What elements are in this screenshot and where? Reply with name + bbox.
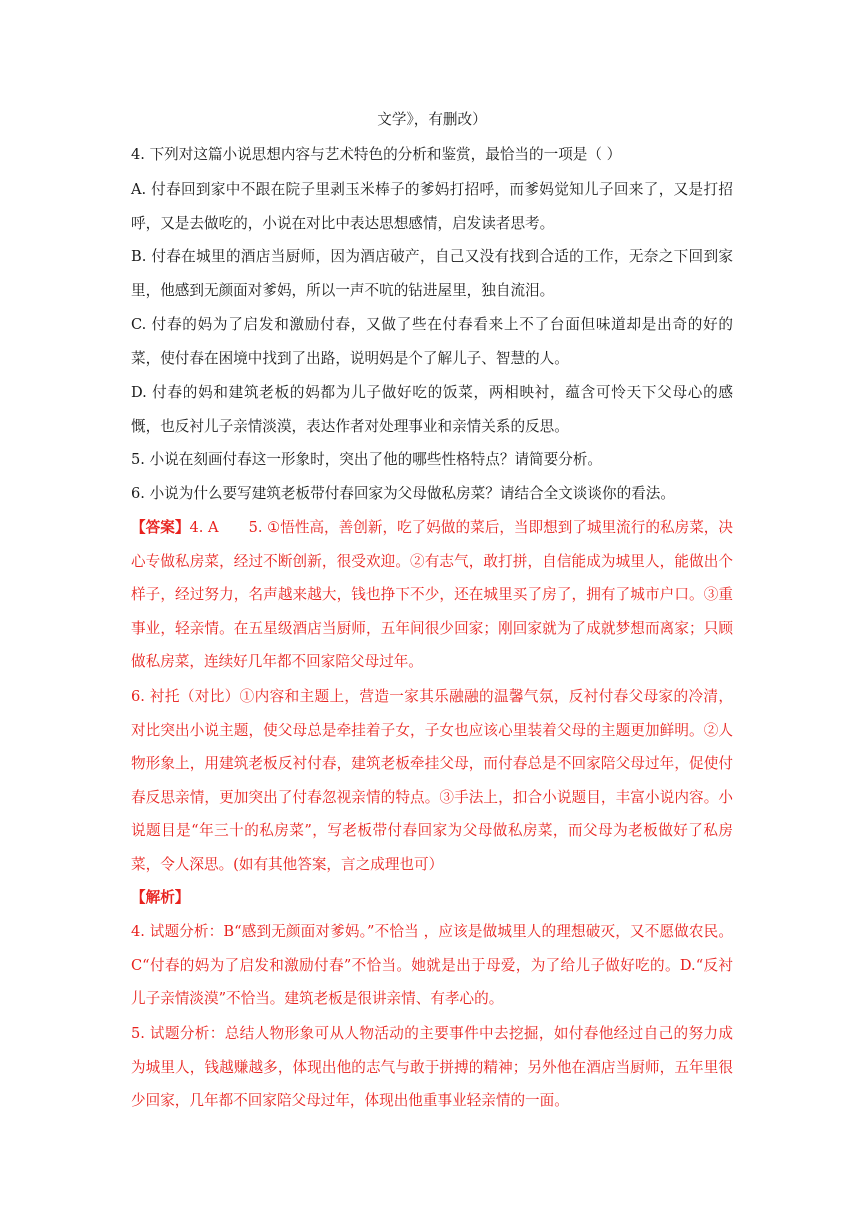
analysis-5: 5. 试题分析：总结人物形象可从人物活动的主要事件中去挖掘，如付春他经过自己的努力成为城里人，钱越赚越多，体现出他的志气与敢于拼搏的精神；另外他在酒店当厨师，五年里很少回家，几年都不回家陪父母过年，体现出他重事业轻亲情的一面。 (131, 1025, 733, 1109)
answer-tag: 【答案】 (131, 519, 190, 536)
option-d: D. 付春的妈和建筑老板的妈都为儿子做好吃的饭菜，两相映衬，蕴含可怜天下父母心的感慨，也反衬儿子亲情淡漠，表达作者对处理事业和亲情关系的反思。 (131, 384, 733, 435)
answer-block (131, 511, 733, 679)
option-a: A. 付春回到家中不跟在院子里剥玉米棒子的爹妈打招呼，而爹妈觉知儿子回来了，又是打招呼，又是去做吃的，小说在对比中表达思想感情，启发读者思考。 (131, 181, 733, 232)
source-citation-tail: 文学》，有删改） (377, 111, 487, 128)
option-c: C. 付春的妈为了启发和激励付春，又做了些在付春看来上不了台面但味道却是出奇的好的菜，使付春在困境中找到了出路，说明妈是个了解儿子、智慧的人。 (131, 316, 733, 367)
question-5: 5. 小说在刻画付春这一形象时，突出了他的哪些性格特点？请简要分析。 (131, 451, 602, 468)
question-6: 6. 小说为什么要写建筑老板带付春回家为父母做私房菜？请结合全文谈谈你的看法。 (131, 485, 675, 502)
analysis-tag: 【解析】 (131, 889, 190, 906)
answer-5: 5. ①悟性高，善创新，吃了妈做的菜后，当即想到了城里流行的私房菜，决心专做私房菜，经过不断创新，很受欢迎。②有志气，敢打拼，自信能成为城里人，能做出个样子，经过努力，名声越来越大，钱也挣下不少，还在城里买了房了，拥有了城市户口。③重事业，轻亲情。在五星级酒店当厨师，五年间很少回家；刚回家就为了成就梦想而离家；只顾做私房菜，连续好几年都不回家陪父母过年。 (131, 519, 733, 670)
option-b: B. 付春在城里的酒店当厨师，因为酒店破产，自己又没有找到合适的工作，无奈之下回到家里，他感到无颜面对爹妈，所以一声不吭的钻进屋里，独自流泪。 (131, 248, 733, 299)
analysis-4: 4. 试题分析：B“感到无颜面对爹妈。”不恰当 ，应该是做城里人的理想破灭，又不愿做农民。C“付春的妈为了启发和激励付春”不恰当。她就是出于母爱，为了给儿子做好吃的。D.“反衬儿子亲情淡漠”不恰当。建筑老板是很讲亲情、有孝心的。 (131, 923, 733, 1007)
answer-4: 4. A (189, 519, 219, 536)
question-4: 4. 下列对这篇小说思想内容与艺术特色的分析和鉴赏，最恰当的一项是（ ） (131, 146, 622, 163)
answer-6: 6. 衬托（对比）①内容和主题上，营造一家其乐融融的温馨气氛，反衬付春父母家的冷清，对比突出小说主题，使父母总是牵挂着子女，子女也应该心里装着父母的主题更加鲜明。②人物形象上，用建筑老板反衬付春，建筑老板牵挂父母，而付春总是不回家陪父母过年，促使付春反思亲情，更加突出了付春忽视亲情的特点。③手法上，扣合小说题目，丰富小说内容。小说题目是“年三十的私房菜”，写老板带付春回家为父母做私房菜，而父母为老板做好了私房菜，令人深思。(如有其他答案，言之成理也可） (131, 688, 733, 873)
